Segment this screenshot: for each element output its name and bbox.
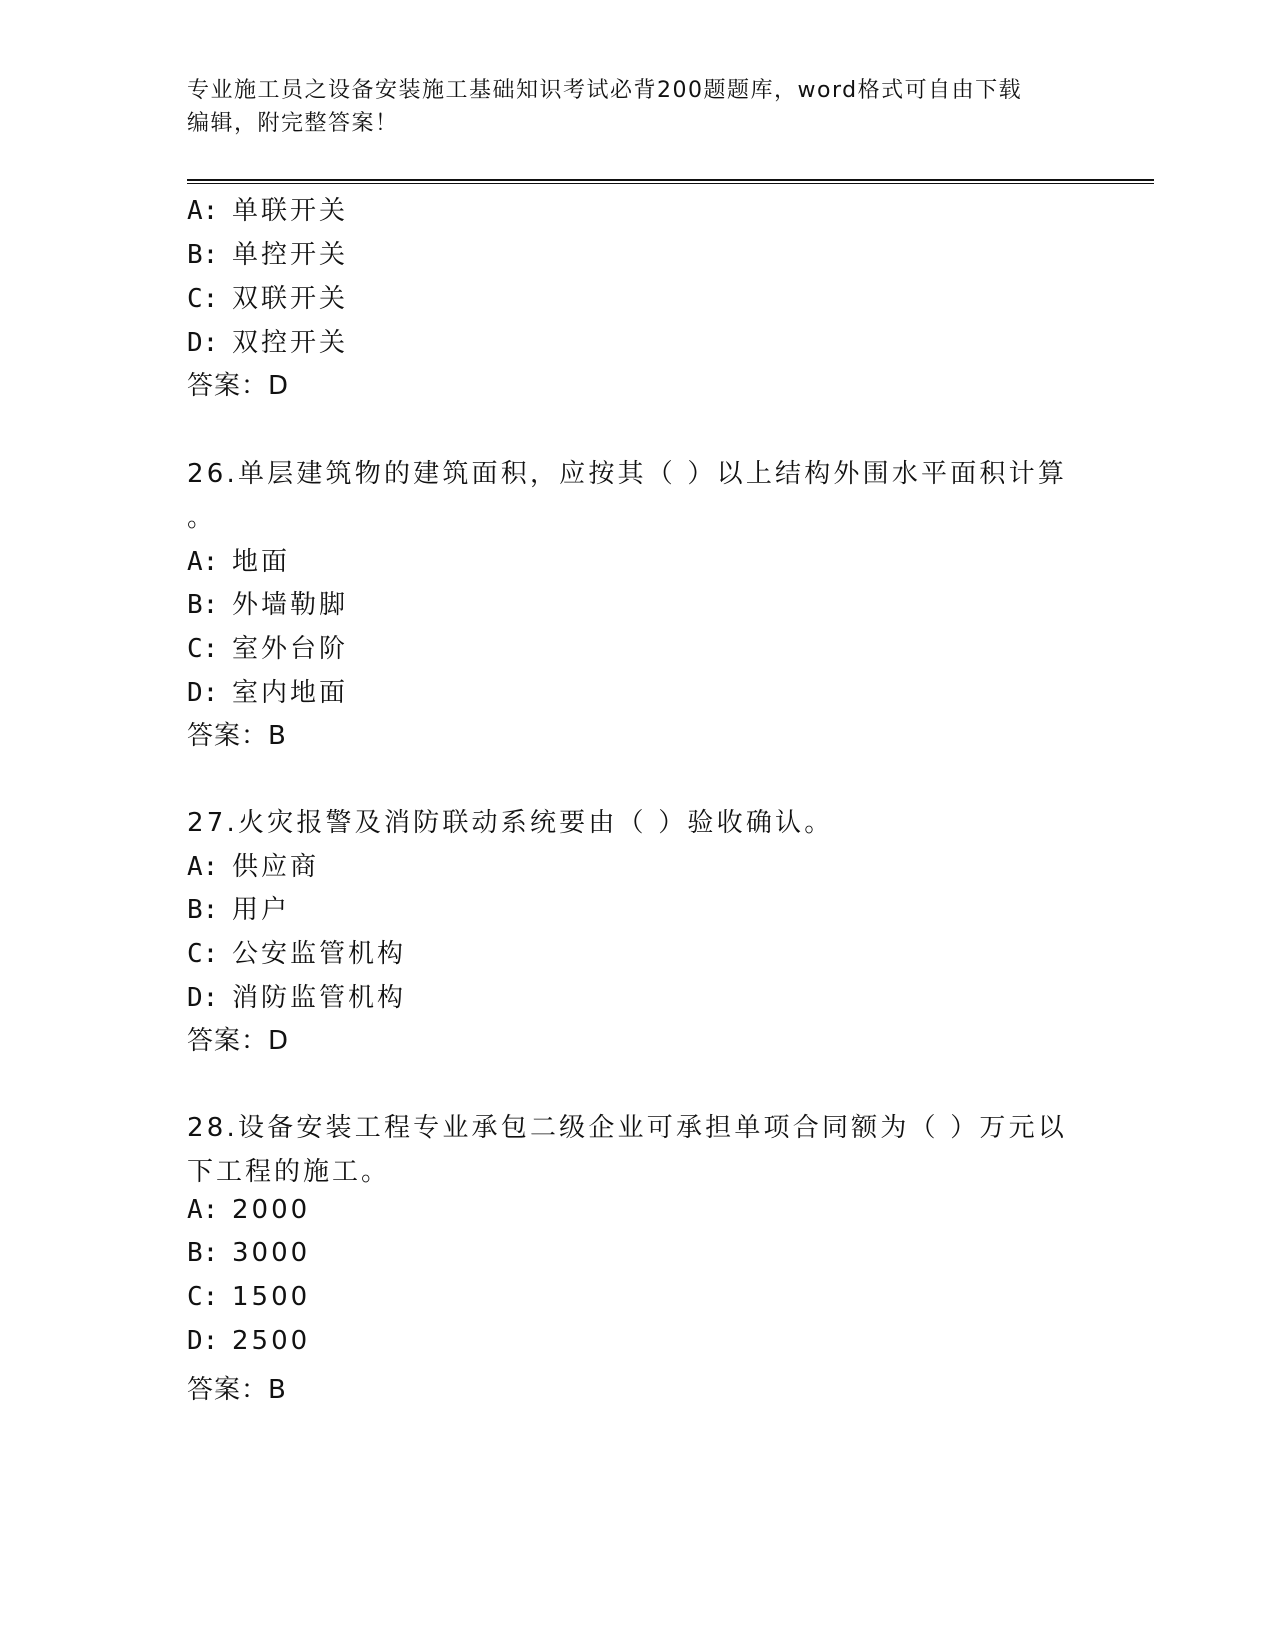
question-27-text: 27.火灾报警及消防联动系统要由（ ）验收确认。 [187, 808, 834, 838]
question-26-text: 26.单层建筑物的建筑面积，应按其（ ）以上结构外围水平面积计算 [187, 459, 1068, 489]
option-c: C: 室外台阶 [187, 634, 349, 664]
option-b: B: 单控开关 [187, 240, 349, 270]
option-d: D: 2500 [187, 1326, 311, 1356]
option-a: A: 2000 [187, 1195, 311, 1225]
option-d: D: 双控开关 [187, 328, 349, 358]
answer: 答案：D [187, 1026, 290, 1056]
question-26-text-cont: 。 [187, 503, 217, 533]
option-a: A: 地面 [187, 547, 291, 577]
answer: 答案：D [187, 371, 290, 401]
header-line-2: 编辑，附完整答案！ [187, 111, 399, 136]
option-c: C: 双联开关 [187, 284, 349, 314]
question-28-text-cont: 下工程的施工。 [187, 1157, 391, 1187]
header-rule-thin [187, 183, 1154, 184]
option-b: B: 外墙勒脚 [187, 590, 349, 620]
option-d: D: 消防监管机构 [187, 983, 407, 1013]
header-line-1: 专业施工员之设备安装施工基础知识考试必背200题题库，word格式可自由下载 [187, 78, 1023, 103]
answer: 答案：B [187, 721, 287, 751]
header-rule-thick [187, 179, 1154, 181]
question-28-text: 28.设备安装工程专业承包二级企业可承担单项合同额为（ ）万元以 [187, 1113, 1068, 1143]
option-d: D: 室内地面 [187, 678, 349, 708]
option-c: C: 公安监管机构 [187, 939, 407, 969]
answer: 答案：B [187, 1375, 287, 1405]
option-c: C: 1500 [187, 1282, 311, 1312]
option-b: B: 用户 [187, 895, 291, 925]
option-a: A: 供应商 [187, 852, 320, 882]
option-a: A: 单联开关 [187, 196, 349, 226]
document-header [187, 74, 1087, 140]
option-b: B: 3000 [187, 1238, 311, 1268]
